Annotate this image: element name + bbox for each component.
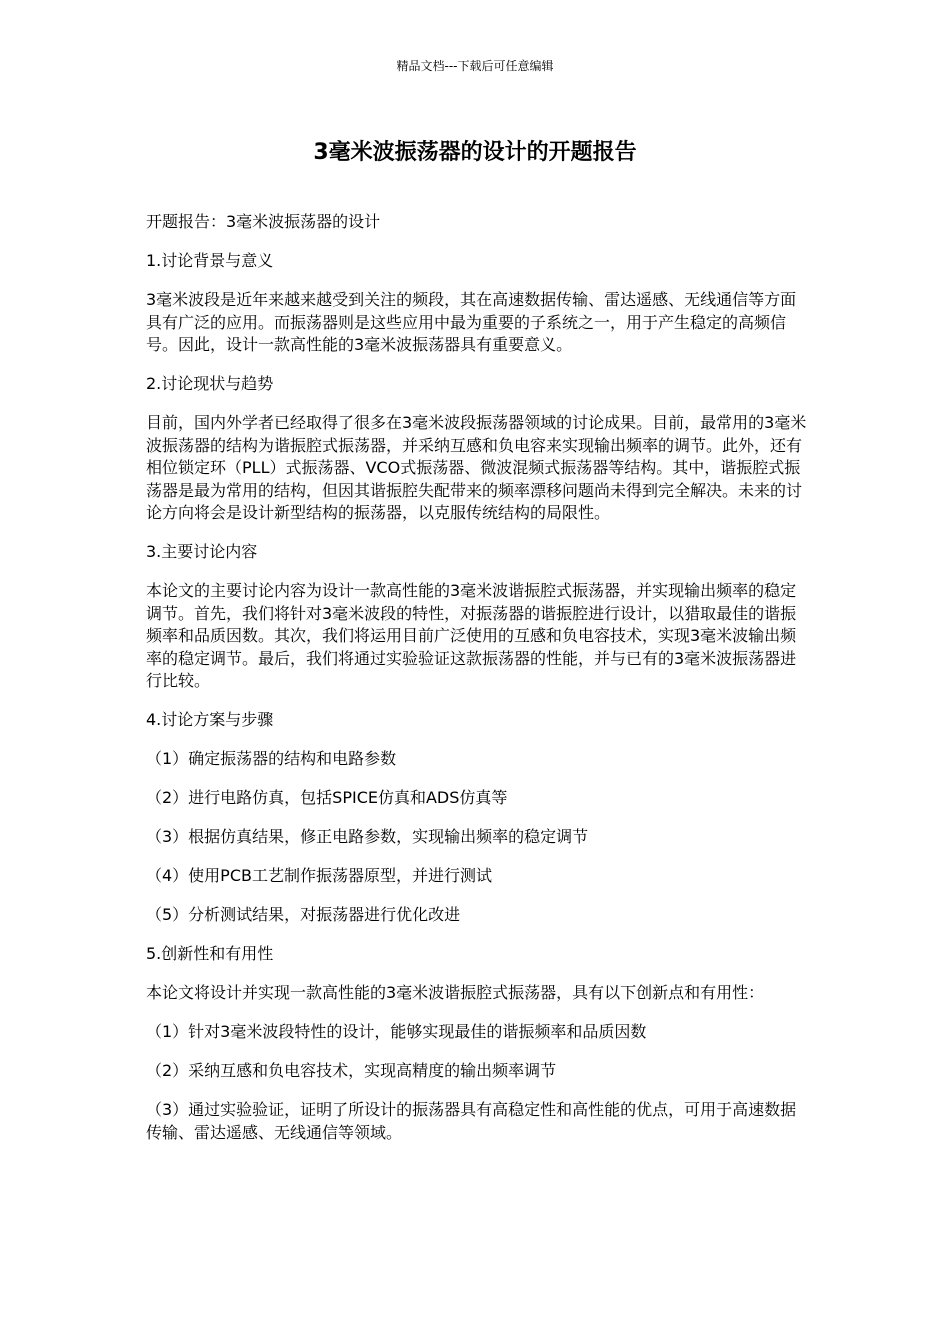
section-3-heading: 3.主要讨论内容: [146, 542, 258, 561]
section-2-paragraph: 目前，国内外学者已经取得了很多在3毫米波段振荡器领域的讨论成果。目前，最常用的3毫米波振荡器的结构为谐振腔式振荡器，并采纳互感和负电容来实现输出频率的调节。此外，还有相位锁定环（PLL）式振荡器、VCO式振荡器、微波混频式振荡器等结构。其中，谐振腔式振荡器是最为常用的结构，但因其谐振腔失配带来的频率漂移问题尚未得到完全解决。未来的讨论方向将会是设计新型结构的振荡器，以克服传统结构的局限性。: [146, 413, 807, 522]
intro-line: 开题报告：3毫米波振荡器的设计: [146, 212, 381, 231]
section-5-paragraph: 本论文将设计并实现一款高性能的3毫米波谐振腔式振荡器，具有以下创新点和有用性：: [146, 983, 765, 1002]
section-4-step: （4）使用PCB工艺制作振荡器原型，并进行测试: [146, 866, 492, 885]
page-header-note: 精品文档---下载后可任意编辑: [396, 59, 554, 73]
section-4-step: （5）分析测试结果，对振荡器进行优化改进: [146, 905, 461, 924]
section-1-paragraph: 3毫米波段是近年来越来越受到关注的频段，其在高速数据传输、雷达遥感、无线通信等方面具有广泛的应用。而振荡器则是这些应用中最为重要的子系统之一，用于产生稳定的高频信号。因此，设计一款高性能的3毫米波振荡器具有重要意义。: [146, 290, 797, 354]
section-3-paragraph: 本论文的主要讨论内容为设计一款高性能的3毫米波谐振腔式振荡器，并实现输出频率的稳定调节。首先，我们将针对3毫米波段的特性，对振荡器的谐振腔进行设计，以猎取最佳的谐振频率和品质因数。其次，我们将运用目前广泛使用的互感和负电容技术，实现3毫米波输出频率的稳定调节。最后，我们将通过实验验证这款振荡器的性能，并与已有的3毫米波振荡器进行比较。: [146, 581, 797, 690]
document-body: [146, 211, 810, 1161]
section-4-step: （3）根据仿真结果，修正电路参数，实现输出频率的稳定调节: [146, 827, 589, 846]
section-4-heading: 4.讨论方案与步骤: [146, 710, 274, 729]
document-title: 3毫米波振荡器的设计的开题报告: [313, 140, 637, 165]
section-2-heading: 2.讨论现状与趋势: [146, 374, 274, 393]
section-5-point: （3）通过实验验证，证明了所设计的振荡器具有高稳定性和高性能的优点，可用于高速数据传输、雷达遥感、无线通信等领域。: [146, 1100, 797, 1142]
section-4-step: （1）确定振荡器的结构和电路参数: [146, 749, 397, 768]
section-1-heading: 1.讨论背景与意义: [146, 251, 274, 270]
section-4-step: （2）进行电路仿真，包括SPICE仿真和ADS仿真等: [146, 788, 508, 807]
section-5-point: （1）针对3毫米波段特性的设计，能够实现最佳的谐振频率和品质因数: [146, 1022, 647, 1041]
section-5-point: （2）采纳互感和负电容技术，实现高精度的输出频率调节: [146, 1061, 557, 1080]
section-5-heading: 5.创新性和有用性: [146, 944, 274, 963]
